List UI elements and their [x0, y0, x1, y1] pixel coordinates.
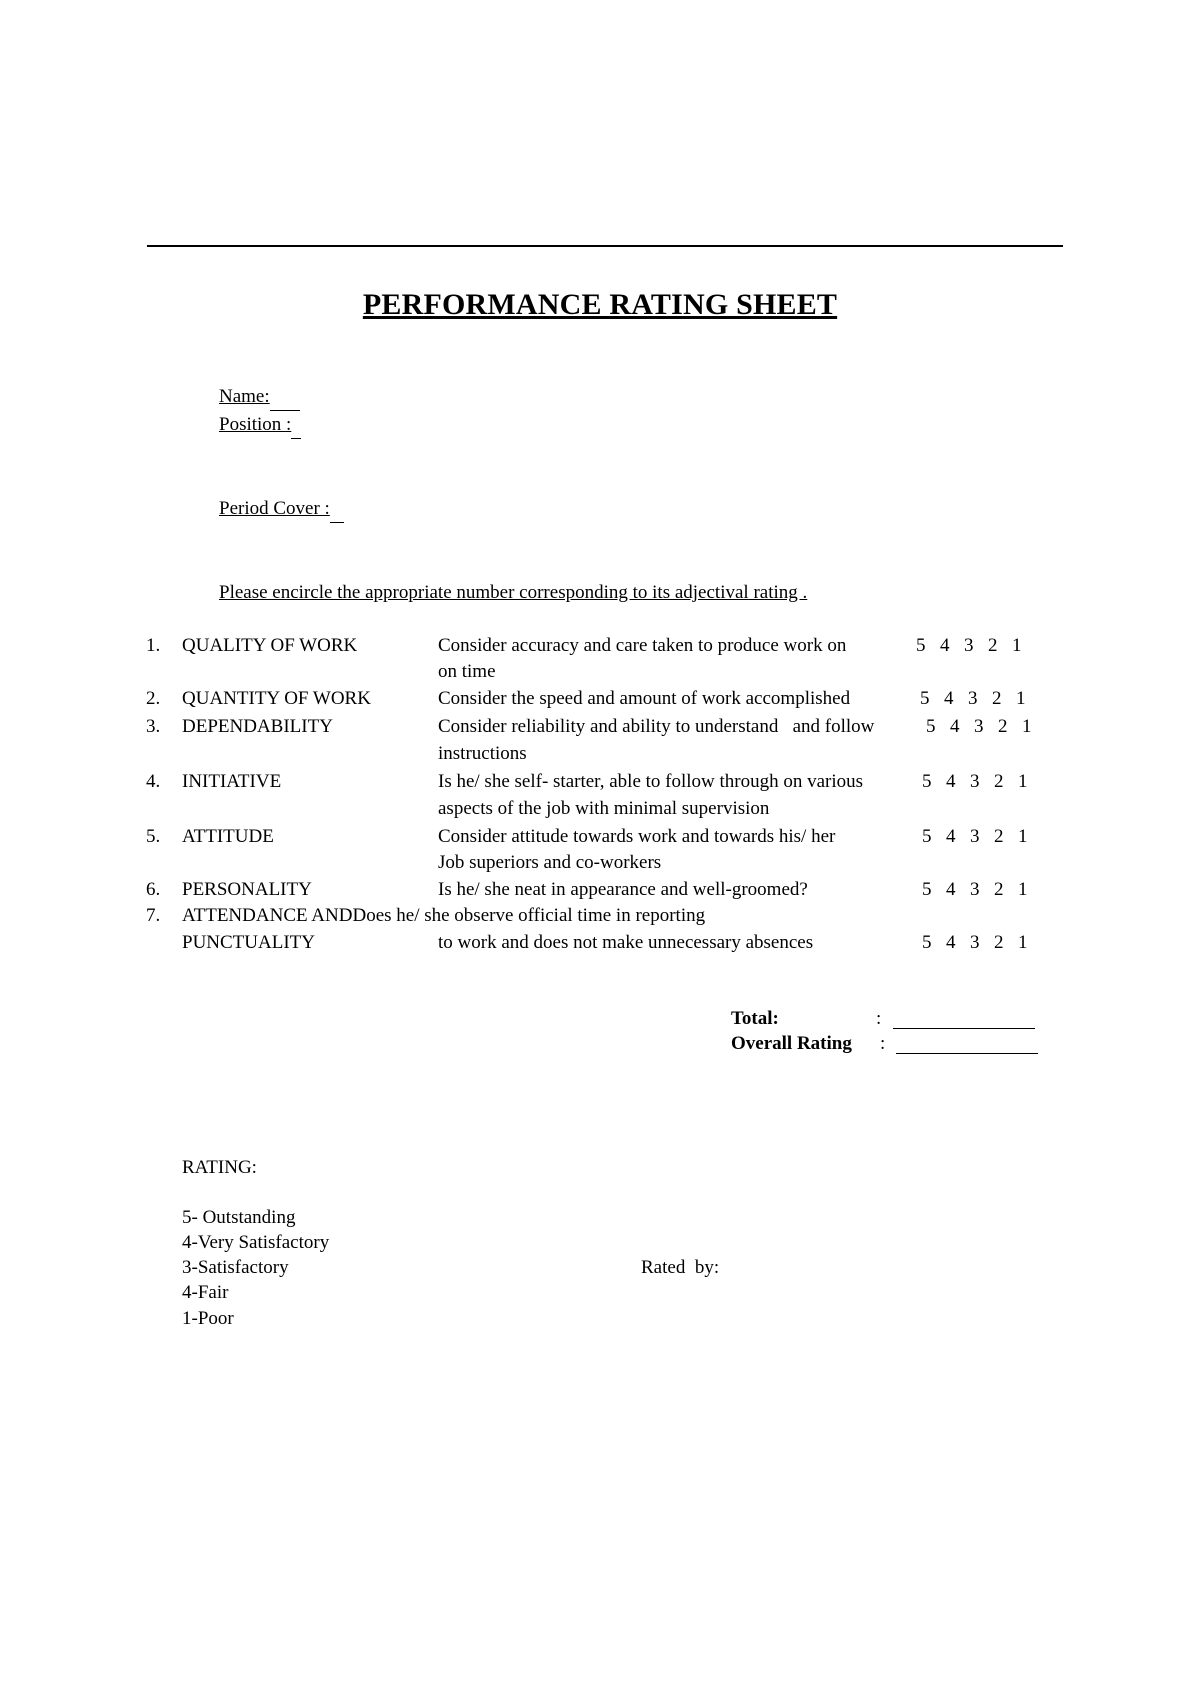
criterion-number: 3. — [146, 716, 161, 737]
rating-2[interactable]: 2 — [988, 635, 998, 656]
rating-4[interactable]: 4 — [946, 879, 956, 900]
rating-3[interactable]: 3 — [970, 771, 980, 792]
legend-item: 4-Fair — [182, 1282, 229, 1303]
period-field — [219, 496, 344, 523]
criterion-name: INITIATIVE — [182, 771, 282, 792]
criterion-desc-cont: aspects of the job with minimal supervision — [438, 798, 770, 819]
criterion-desc-cont: on time — [438, 661, 496, 682]
criterion-desc-cont: to work and does not make unnecessary absences — [438, 932, 814, 953]
legend-item: 5- Outstanding — [182, 1207, 296, 1228]
legend-item: 1-Poor — [182, 1308, 234, 1329]
criterion-desc: Consider reliability and ability to understand and follow — [438, 716, 875, 737]
rating-2[interactable]: 2 — [998, 716, 1008, 737]
top-rule — [147, 245, 1063, 247]
total-label: Total: — [731, 1008, 779, 1029]
rating-2[interactable]: 2 — [994, 879, 1004, 900]
overall-rating-label: Overall Rating — [731, 1033, 852, 1054]
total-colon: : — [876, 1008, 882, 1029]
name-label: Name: — [219, 386, 270, 407]
criterion-name: ATTITUDE — [182, 826, 274, 847]
criterion-number: 5. — [146, 826, 161, 847]
rating-5[interactable]: 5 — [922, 879, 932, 900]
rating-legend-heading: RATING: — [182, 1157, 257, 1178]
rating-scale — [916, 633, 1036, 659]
criterion-number: 2. — [146, 688, 161, 709]
rating-1[interactable]: 1 — [1016, 688, 1026, 709]
rating-4[interactable]: 4 — [946, 932, 956, 953]
rating-5[interactable]: 5 — [920, 688, 930, 709]
total-blank[interactable] — [893, 1028, 1035, 1029]
position-label: Position : — [219, 414, 292, 435]
instruction-text: Please encircle the appropriate number corresponding to its adjectival rating . — [219, 582, 808, 603]
rating-1[interactable]: 1 — [1018, 826, 1028, 847]
criterion-number: 7. — [146, 905, 161, 926]
legend-item: 4-Very Satisfactory — [182, 1232, 330, 1253]
rating-3[interactable]: 3 — [970, 826, 980, 847]
criterion-desc-cont: Job superiors and co-workers — [438, 852, 662, 873]
criterion-name: QUANTITY OF WORK — [182, 688, 371, 709]
rating-1[interactable]: 1 — [1018, 932, 1028, 953]
criterion-number: 1. — [146, 635, 161, 656]
period-blank[interactable] — [330, 496, 344, 523]
rating-scale — [926, 714, 1046, 740]
rating-4[interactable]: 4 — [946, 826, 956, 847]
criterion-number: 6. — [146, 879, 161, 900]
rating-5[interactable]: 5 — [922, 932, 932, 953]
rating-2[interactable]: 2 — [994, 932, 1004, 953]
criterion-desc-cont: instructions — [438, 743, 527, 764]
rating-2[interactable]: 2 — [994, 771, 1004, 792]
criterion-desc: Is he/ she self- starter, able to follow through on various — [438, 771, 864, 792]
criterion-name: DEPENDABILITY — [182, 716, 333, 737]
rating-3[interactable]: 3 — [970, 932, 980, 953]
rating-scale — [922, 824, 1042, 850]
criterion-name: PERSONALITY — [182, 879, 312, 900]
period-label: Period Cover : — [219, 498, 330, 519]
rating-2[interactable]: 2 — [992, 688, 1002, 709]
rating-4[interactable]: 4 — [944, 688, 954, 709]
rating-3[interactable]: 3 — [974, 716, 984, 737]
legend-item: 3-Satisfactory — [182, 1257, 289, 1278]
rating-5[interactable]: 5 — [916, 635, 926, 656]
rating-3[interactable]: 3 — [968, 688, 978, 709]
rating-1[interactable]: 1 — [1022, 716, 1032, 737]
criterion-desc: Is he/ she neat in appearance and well-groomed? — [438, 879, 808, 900]
criterion-desc: Consider attitude towards work and towards his/ her — [438, 826, 836, 847]
rating-1[interactable]: 1 — [1018, 771, 1028, 792]
rating-3[interactable]: 3 — [964, 635, 974, 656]
overall-colon: : — [880, 1033, 886, 1054]
criterion-name — [182, 903, 705, 929]
criterion-desc: Does he/ she observe official time in reporting — [352, 905, 706, 926]
rating-3[interactable]: 3 — [970, 879, 980, 900]
overall-rating-blank[interactable] — [896, 1053, 1038, 1054]
rating-scale — [922, 930, 1042, 956]
criterion-name-line1: ATTENDANCE AND — [182, 905, 353, 926]
rating-scale — [920, 686, 1040, 712]
name-field — [219, 384, 300, 411]
position-field — [219, 412, 301, 439]
criterion-name: QUALITY OF WORK — [182, 635, 358, 656]
rating-4[interactable]: 4 — [940, 635, 950, 656]
rating-4[interactable]: 4 — [950, 716, 960, 737]
rated-by-label: Rated by: — [641, 1257, 720, 1278]
rating-scale — [922, 769, 1042, 795]
criterion-name-line2: PUNCTUALITY — [182, 932, 315, 953]
criterion-number: 4. — [146, 771, 161, 792]
criterion-desc: Consider the speed and amount of work accomplished — [438, 688, 851, 709]
criterion-desc: Consider accuracy and care taken to produce work on — [438, 635, 847, 656]
rating-5[interactable]: 5 — [922, 771, 932, 792]
rating-4[interactable]: 4 — [946, 771, 956, 792]
rating-5[interactable]: 5 — [922, 826, 932, 847]
rating-1[interactable]: 1 — [1018, 879, 1028, 900]
rating-2[interactable]: 2 — [994, 826, 1004, 847]
page-title: PERFORMANCE RATING SHEET — [362, 288, 838, 321]
position-blank[interactable] — [291, 412, 301, 439]
rating-5[interactable]: 5 — [926, 716, 936, 737]
name-blank[interactable] — [270, 384, 300, 411]
rating-1[interactable]: 1 — [1012, 635, 1022, 656]
rating-scale — [922, 877, 1042, 903]
